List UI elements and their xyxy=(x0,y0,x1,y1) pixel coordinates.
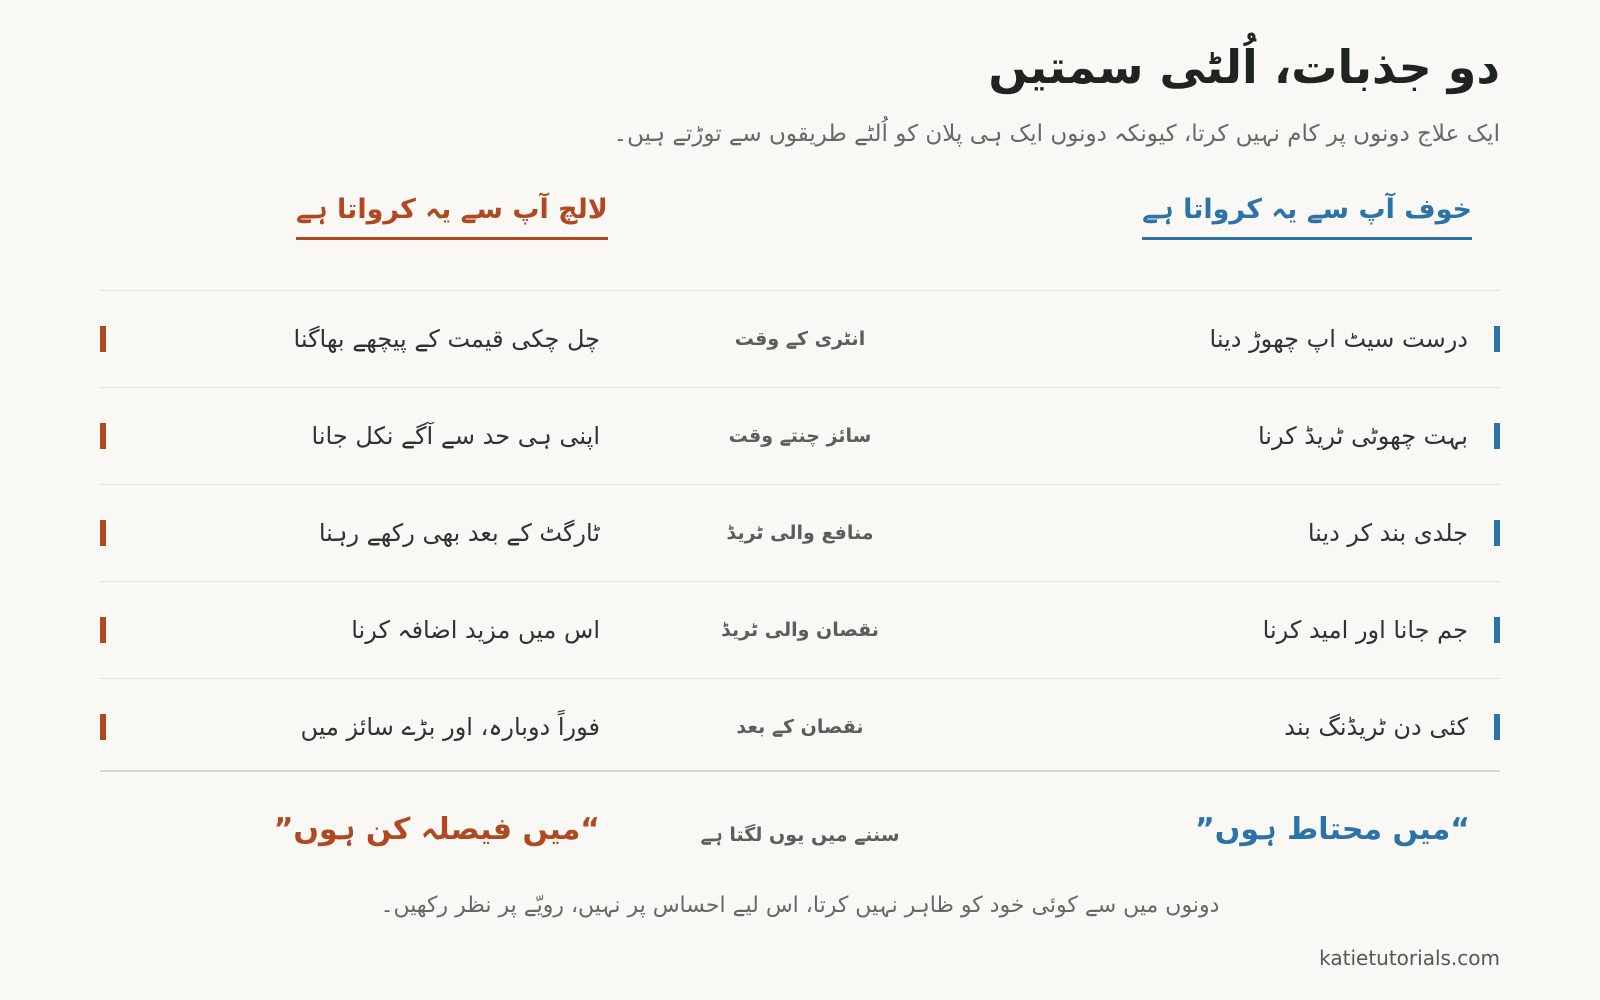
site-credit: katietutorials.com xyxy=(1319,946,1500,970)
fear-row-marker xyxy=(1494,520,1500,546)
situation-label: سائز چنتے وقت xyxy=(728,425,872,447)
fear-summary-quote: “میں محتاط ہوں” xyxy=(1195,812,1470,847)
fear-row-marker xyxy=(1494,326,1500,352)
sounds-like-label: سننے میں یوں لگتا ہے xyxy=(700,824,900,846)
situation-label: منافع والی ٹریڈ xyxy=(726,522,874,544)
page-subtitle: ایک علاج دونوں پر کام نہیں کرتا، کیونکہ دونوں ایک ہی پلان کو اُلٹے طریقوں سے توڑتے ہیں۔ xyxy=(613,121,1500,147)
page-title: دو جذبات، اُلٹی سمتیں xyxy=(988,40,1500,94)
comparison-row-2 xyxy=(100,387,1500,484)
footer-note: دونوں میں سے کوئی خود کو ظاہر نہیں کرتا، اس لیے احساس پر نہیں، رویّے پر نظر رکھیں۔ xyxy=(380,893,1220,918)
comparison-row-5 xyxy=(100,678,1500,775)
comparison-row-3 xyxy=(100,484,1500,581)
comparison-row-1 xyxy=(100,290,1500,387)
greed-row-marker xyxy=(100,520,106,546)
fear-row-marker xyxy=(1494,714,1500,740)
greed-row-marker xyxy=(100,423,106,449)
fear-column-heading: خوف آپ سے یہ کرواتا ہے xyxy=(1142,194,1472,240)
fear-behavior: درست سیٹ اپ چھوڑ دینا xyxy=(1209,325,1468,353)
table-bottom-divider xyxy=(100,770,1500,772)
greed-behavior: چل چکی قیمت کے پیچھے بھاگنا xyxy=(293,325,600,353)
comparison-table xyxy=(100,290,1500,775)
greed-row-marker xyxy=(100,617,106,643)
greed-column-heading: لالچ آپ سے یہ کرواتا ہے xyxy=(296,194,608,240)
greed-row-marker xyxy=(100,714,106,740)
fear-row-marker xyxy=(1494,423,1500,449)
situation-label: انٹری کے وقت xyxy=(734,328,866,350)
fear-behavior: جم جانا اور امید کرنا xyxy=(1262,616,1468,644)
fear-behavior: بہت چھوٹی ٹریڈ کرنا xyxy=(1257,422,1468,450)
greed-behavior: فوراً دوبارہ، اور بڑے سائز میں xyxy=(300,713,600,741)
fear-row-marker xyxy=(1494,617,1500,643)
greed-summary-quote: “میں فیصلہ کن ہوں” xyxy=(273,812,600,847)
situation-label: نقصان کے بعد xyxy=(736,716,864,738)
greed-behavior: اس میں مزید اضافہ کرنا xyxy=(351,616,600,644)
greed-row-marker xyxy=(100,326,106,352)
comparison-row-4 xyxy=(100,581,1500,678)
fear-behavior: جلدی بند کر دینا xyxy=(1307,519,1468,547)
fear-behavior: کئی دن ٹریڈنگ بند xyxy=(1284,713,1468,741)
greed-behavior: ٹارگٹ کے بعد بھی رکھے رہنا xyxy=(318,519,600,547)
greed-behavior: اپنی ہی حد سے آگے نکل جانا xyxy=(311,422,600,450)
situation-label: نقصان والی ٹریڈ xyxy=(721,619,879,641)
